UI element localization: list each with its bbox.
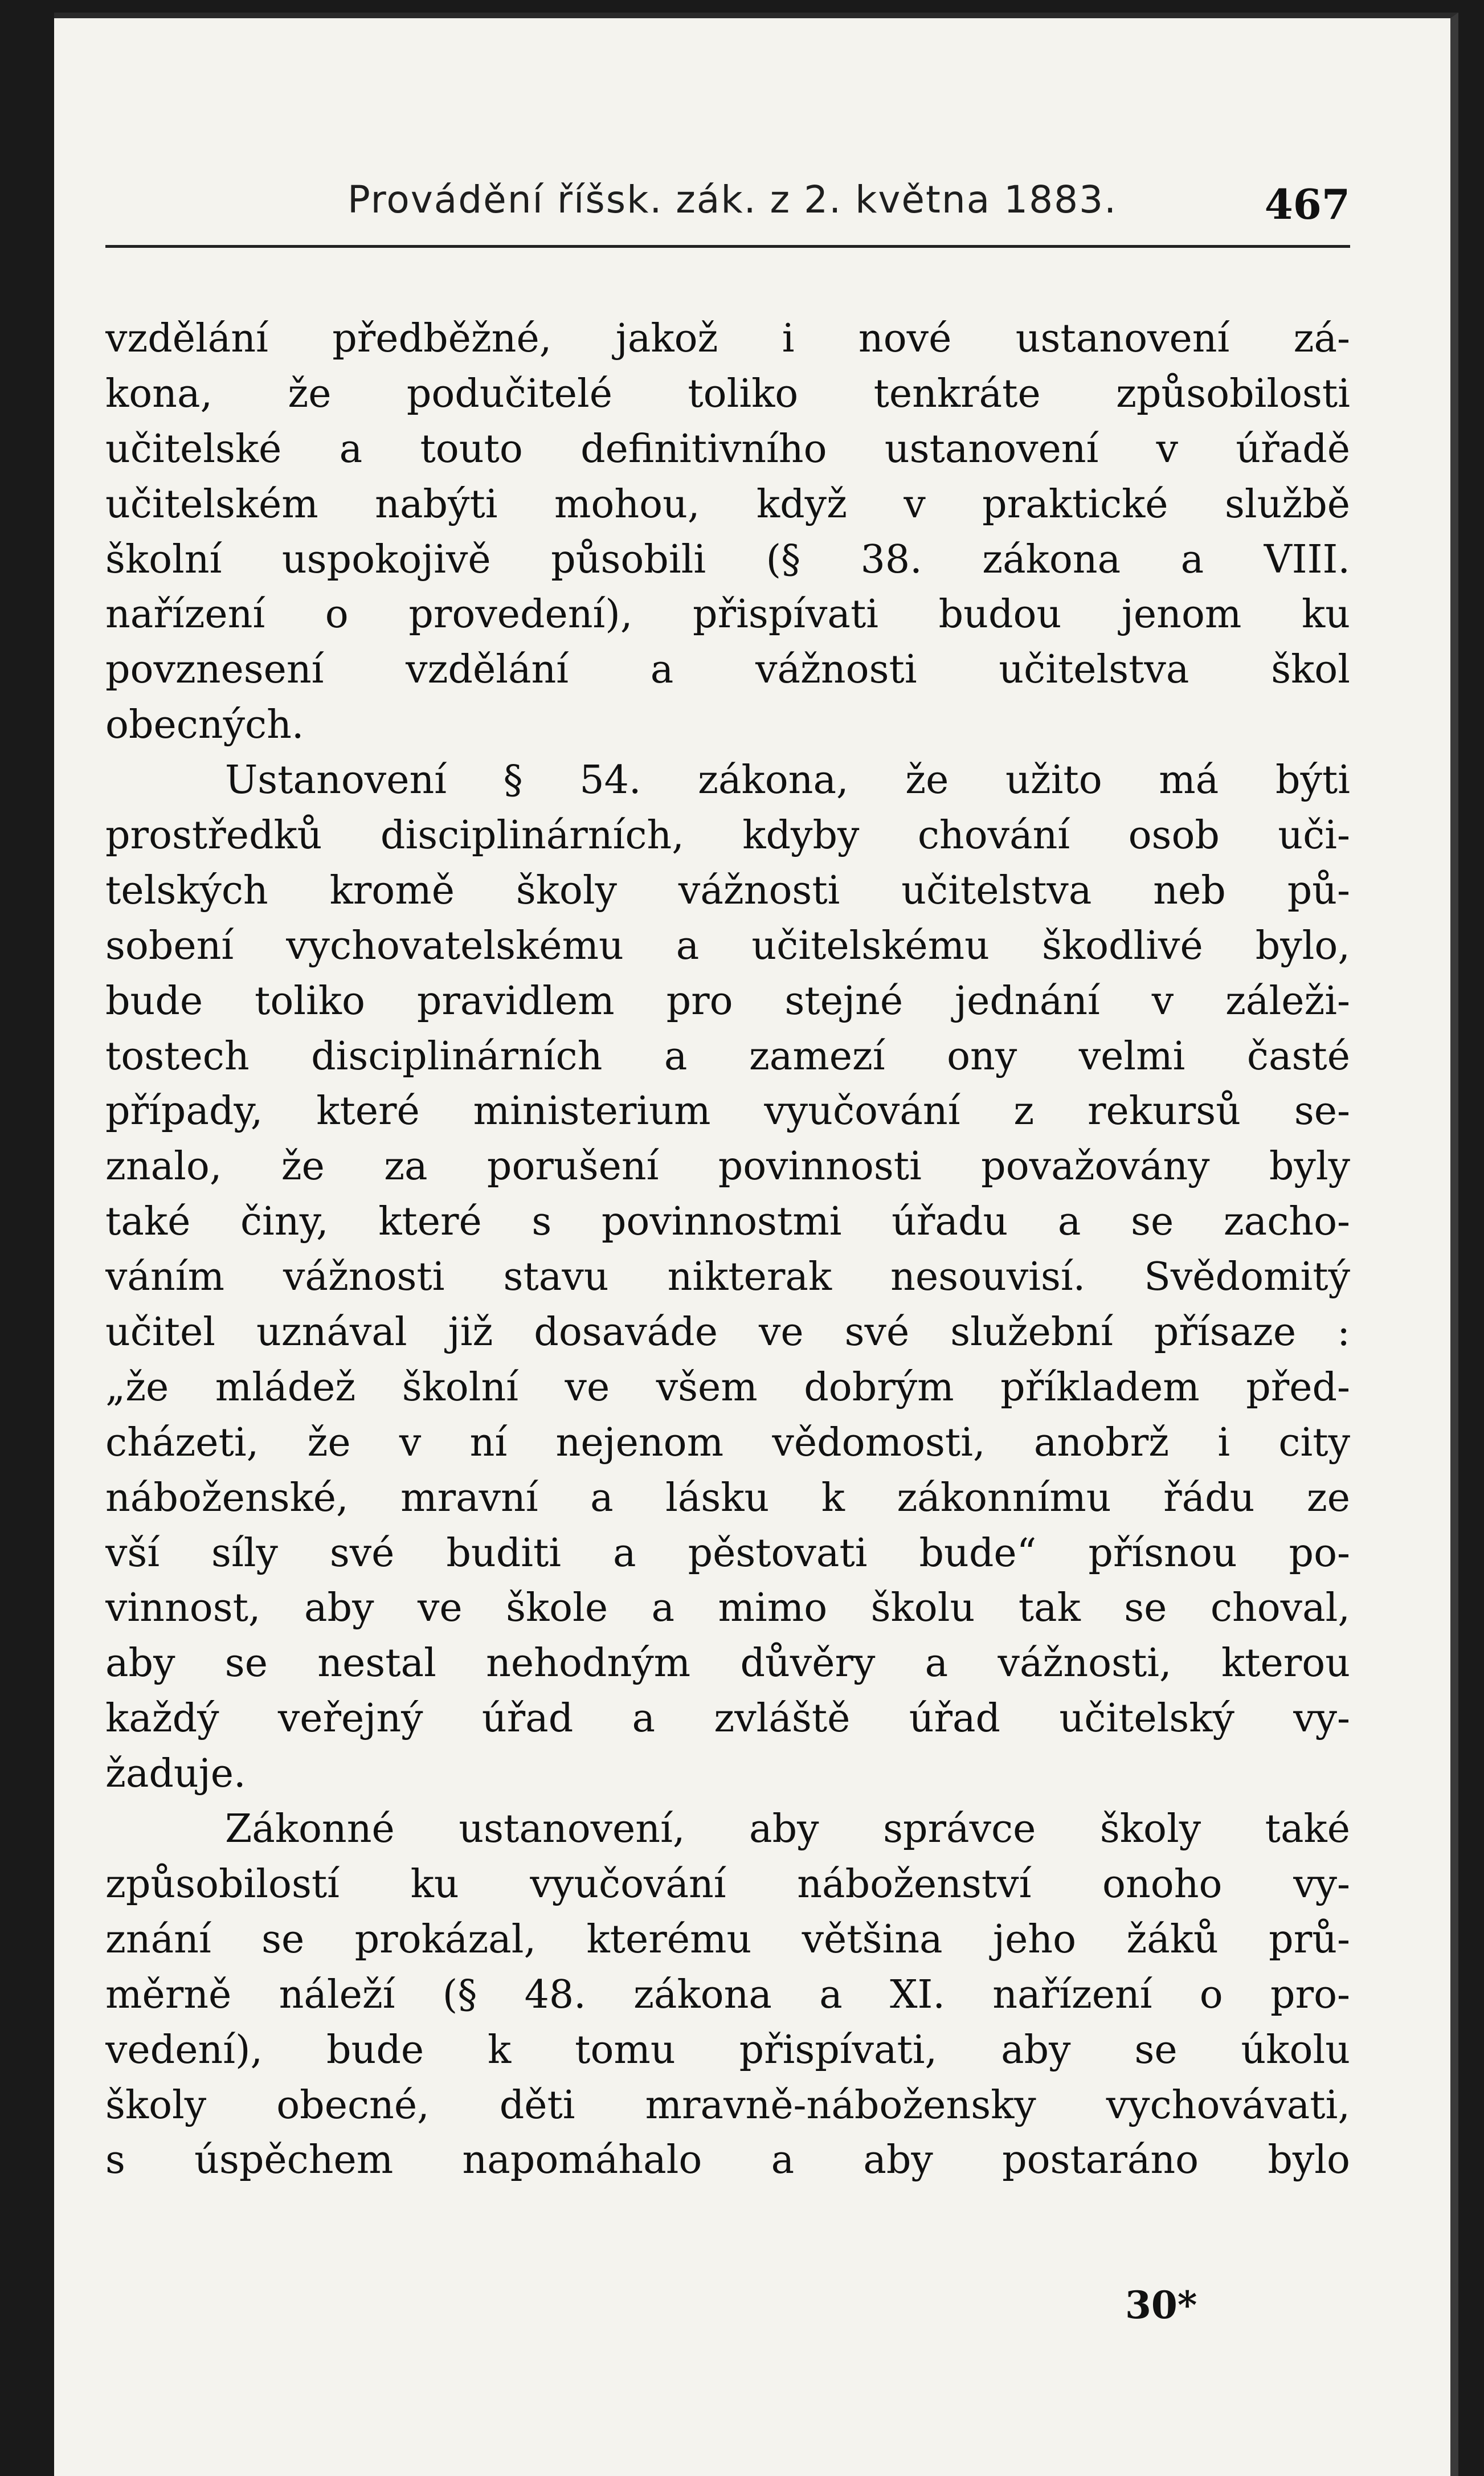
text-line: kona, že podučitelé toliko tenkráte způsobilosti — [105, 371, 1350, 416]
text-line: školy obecné, děti mravně-nábožensky vychovávati, — [105, 2082, 1350, 2128]
running-head: Provádění říšsk. zák. z 2. května 1883. — [348, 178, 1118, 222]
text-line: cházeti, že v ní nejenom vědomosti, anobrž i city — [105, 1420, 1350, 1465]
text-line: vzdělání předběžné, jakož i nové ustanovení zá- — [105, 316, 1350, 361]
text-line: bude toliko pravidlem pro stejné jednání v záleži- — [105, 978, 1350, 1024]
text-line: učitel uznával již dosaváde ve své služební přísaze : — [105, 1310, 1350, 1355]
body-text — [105, 312, 1350, 2188]
text-line: vinnost, aby ve škole a mimo školu tak se choval, — [105, 1586, 1350, 1631]
text-line: každý veřejný úřad a zvláště úřad učitelský vy- — [105, 1696, 1350, 1742]
text-line: nařízení o provedení), přispívati budou jenom ku — [105, 592, 1350, 638]
page-number: 467 — [1264, 180, 1350, 228]
text-line: náboženské, mravní a lásku k zákonnímu řádu ze — [105, 1475, 1350, 1521]
text-line: případy, které ministerium vyučování z rekursů se- — [105, 1089, 1350, 1134]
text-line: telských kromě školy vážnosti učitelstva neb pů- — [105, 868, 1350, 913]
text-line: učitelské a touto definitivního ustanovení v úřadě — [105, 426, 1350, 472]
text-line: žaduje. — [105, 1751, 246, 1797]
signature-mark: 30* — [1125, 2283, 1197, 2327]
text-line: měrně náleží (§ 48. zákona a XI. nařízení o pro- — [105, 1972, 1350, 2017]
book-page — [54, 13, 1458, 2476]
header-rule — [105, 245, 1350, 248]
text-line: obecných. — [105, 702, 304, 748]
text-line: tostech disciplinárních a zamezí ony velmi časté — [105, 1033, 1350, 1079]
text-line: znalo, že za porušení povinnosti považovány byly — [105, 1144, 1350, 1190]
text-line: znání se prokázal, kterému většina jeho žáků prů- — [105, 1917, 1350, 1962]
text-line: váním vážnosti stavu nikterak nesouvisí. Svědomitý — [105, 1255, 1350, 1300]
text-line: „že mládež školní ve všem dobrým příkladem před- — [105, 1364, 1350, 1410]
text-line: prostředků disciplinárních, kdyby chování osob uči- — [105, 813, 1350, 859]
text-line: sobení vychovatelskému a učitelskému škodlivé bylo, — [105, 923, 1350, 969]
text-line: školní uspokojivě působili (§ 38. zákona a VIII. — [105, 537, 1350, 582]
text-line: s úspěchem napomáhalo a aby postaráno bylo — [105, 2138, 1350, 2183]
text-line: vedení), bude k tomu přispívati, aby se úkolu — [105, 2027, 1350, 2073]
text-line: Zákonné ustanovení, aby správce školy také — [225, 1807, 1350, 1852]
text-line: způsobilostí ku vyučování náboženství onoho vy- — [105, 1861, 1350, 1907]
page-header — [105, 178, 1350, 240]
text-line: Ustanovení § 54. zákona, že užito má býti — [225, 758, 1350, 803]
text-line: aby se nestal nehodným důvěry a vážnosti, kterou — [105, 1641, 1350, 1686]
text-line: učitelském nabýti mohou, když v praktické službě — [105, 481, 1350, 527]
text-line: vší síly své buditi a pěstovati bude“ přísnou po- — [105, 1530, 1350, 1576]
text-line: také činy, které s povinnostmi úřadu a se zacho- — [105, 1199, 1350, 1245]
text-line: povznesení vzdělání a vážnosti učitelstva škol — [105, 647, 1350, 693]
